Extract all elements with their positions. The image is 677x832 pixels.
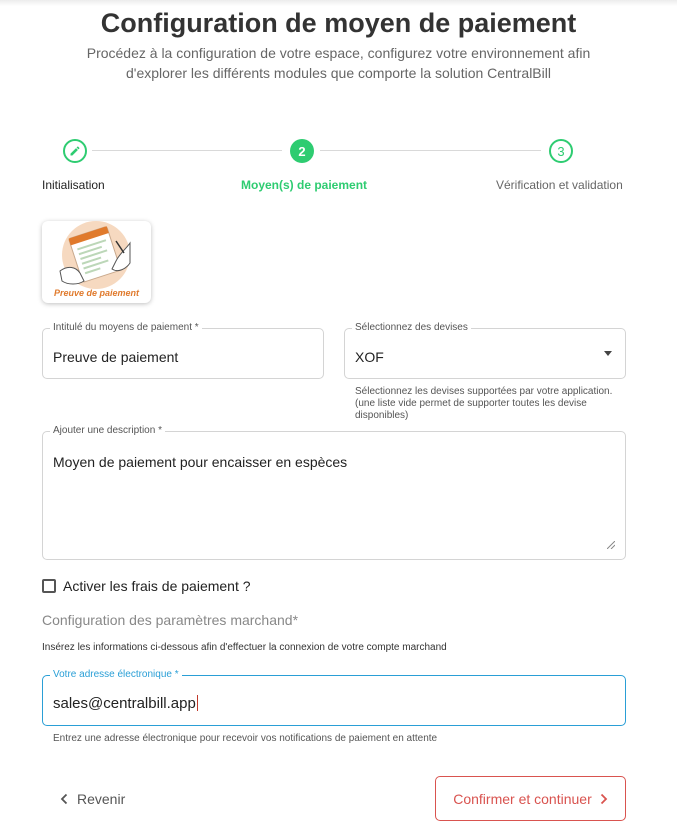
top-shadow [0,0,677,6]
merchant-section-help: Insérez les informations ci-dessous afin d'effectuer la connexion de votre compte marchand [42,642,447,653]
step-3-label: Vérification et validation [496,178,623,192]
page-title: Configuration de moyen de paiement [100,8,577,38]
pencil-icon [69,145,81,157]
email-helper-text: Entrez une adresse électronique pour recevoir vos notifications de paiement en attente [53,733,438,744]
back-button-label: Revenir [77,791,126,807]
currency-select-value[interactable]: XOF [355,349,384,365]
payment-method-name-value[interactable]: Preuve de paiement [53,349,179,365]
stepper-connector-1 [92,150,282,151]
text-caret [197,695,198,711]
back-button[interactable] [60,789,125,809]
step-2-label: Moyen(s) de paiement [241,178,368,192]
description-label: Ajouter une description * [50,425,165,436]
thumbnail-caption: Preuve de paiement [53,288,140,298]
step-2-active[interactable]: 2 [290,139,314,163]
description-textarea[interactable] [42,425,626,560]
chevron-down-icon[interactable] [604,351,612,356]
payment-method-name-label: Intitulé du moyens de paiement * [50,322,202,333]
page-subtitle: Procédez à la configuration de votre espace, configurez votre environnement afin d'explorer les différents modules que comporte la solution CentralBill [86,45,591,81]
currency-select-label: Sélectionnez des devises [352,322,471,333]
email-field[interactable] [42,669,626,726]
step-1-label: Initialisation [42,178,105,192]
payment-method-name-field[interactable] [42,322,324,379]
fees-checkbox[interactable] [42,579,56,593]
currency-select[interactable] [344,322,626,379]
stepper-connector-2 [320,150,541,151]
step-3-pending[interactable]: 3 [549,139,573,163]
merchant-section-title: Configuration des paramètres marchand* [42,612,299,628]
email-field-value: sales@centralbill.app [53,695,196,712]
chevron-right-icon [600,793,608,805]
confirm-continue-button[interactable] [435,776,626,821]
email-field-input[interactable] [53,695,198,712]
currency-helper-text: Sélectionnez les devises supportées par votre application. (une liste vide permet de supporter toutes les devise disponibles) [355,386,613,421]
email-field-label: Votre adresse électronique * [50,669,182,680]
chevron-left-icon [60,793,68,805]
payment-method-thumbnail[interactable] [42,221,151,303]
step-1-completed[interactable] [63,139,87,163]
fees-checkbox-label[interactable]: Activer les frais de paiement ? [63,578,251,594]
description-value[interactable]: Moyen de paiement pour encaisser en espèces [53,454,348,470]
resize-handle-icon[interactable] [607,541,615,549]
confirm-button-label: Confirmer et continuer [453,790,592,807]
